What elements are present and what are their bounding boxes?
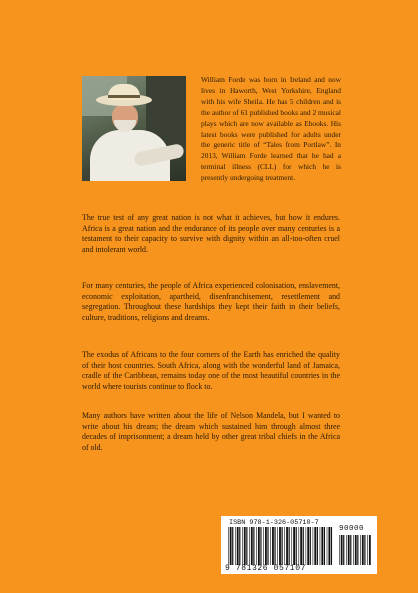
isbn-label: ISBN 978-1-326-05710-7 [229, 519, 319, 527]
blurb-paragraph-1: The true test of any great nation is not what it achieves, but how it endures. Africa is a great nation and the endurance of its people over many centuries is a testament to their capacity to survive with dignity within an all-too-often cruel and intolerant world. [82, 213, 340, 254]
author-bio: William Forde was born in Ireland and now lives in Haworth, West Yorkshire, England with his wife Sheila. He has 5 children and is the author of 61 published books and 2 musical plays which are now available as Ebooks. His latest books were published for adults under the generic title of “Tales from Portlaw”. In 2013, William Forde learned that he had a terminal illness (CLL) for which he is presently undergoing treatment. [201, 75, 341, 183]
barcode-bars [227, 527, 333, 565]
blurb-paragraph-2: For many centuries, the people of Africa experienced colonisation, enslavement, economic exploitation, apartheid, disenfranchisement, resettlement and segregation. Throughout these hardships they kept their faith in their beliefs, culture, traditions, religions and dreams. [82, 281, 340, 322]
blurb-paragraph-4: Many authors have written about the life of Nelson Mandela, but I wanted to write about his dream; the dream which sustained him through almost three decades of imprisonment; a dream held by other great tribal chiefs in the Africa of old. [82, 411, 340, 452]
isbn-barcode [221, 516, 377, 574]
price-code: 90000 [339, 525, 365, 533]
barcode-addon-bars [338, 535, 371, 565]
barcode-digits: 9 781326 057107 [225, 564, 307, 573]
blurb-paragraph-3: The exodus of Africans to the four corners of the Earth has enriched the quality of their host countries. South Africa, along with the wonderful land of Jamaica, cradle of the Caribbean, remains today one of the most beautiful countries in the world where tourists continue to flock to. [82, 350, 340, 391]
author-photo [82, 76, 186, 181]
